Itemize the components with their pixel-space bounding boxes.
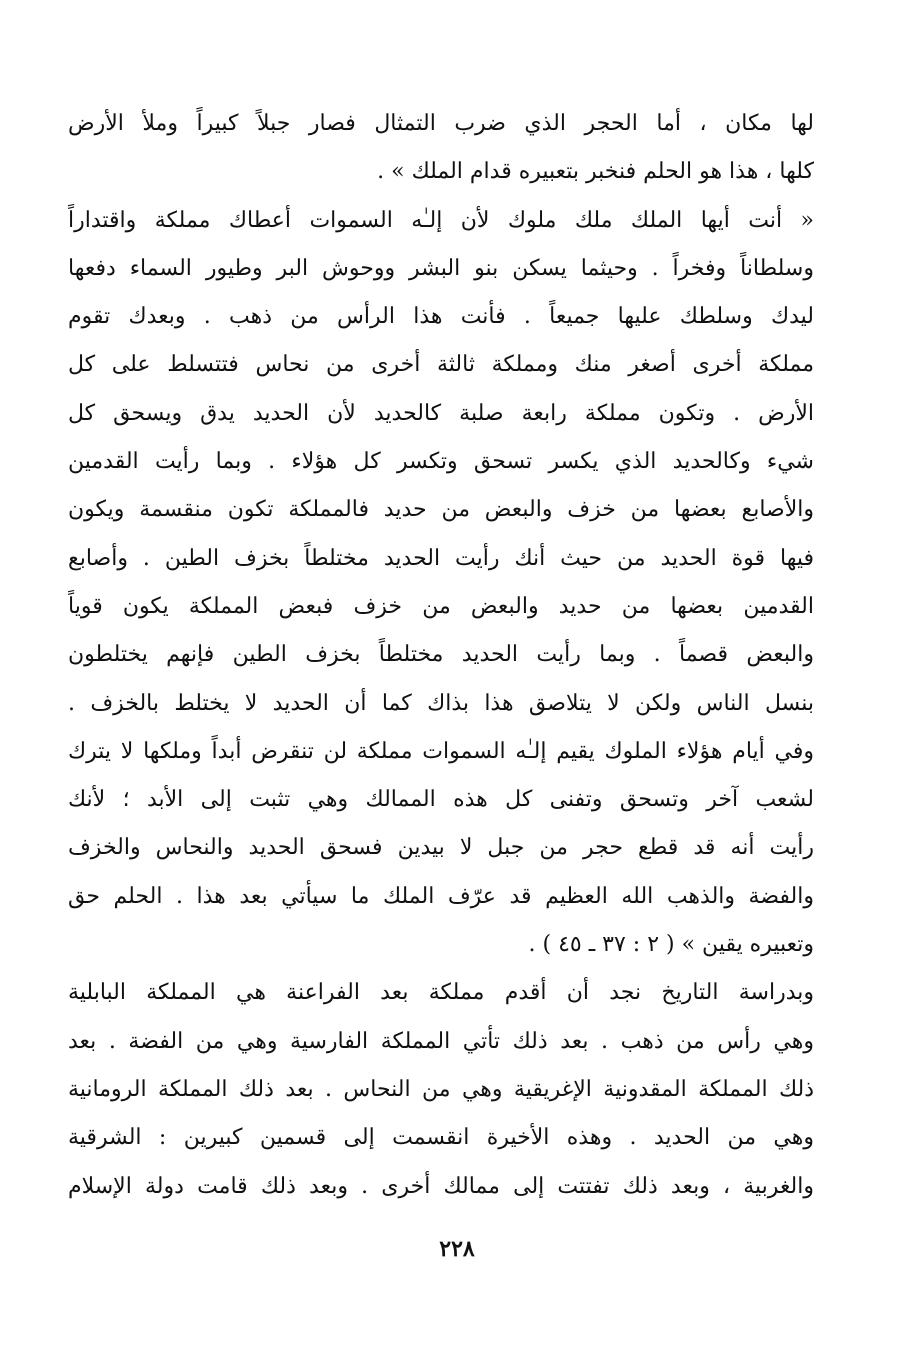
page-number: ٢٢٨ xyxy=(439,1236,475,1262)
text-line-16: رأيت أنه قد قطع حجر من جبل لا بيدين فسحق الحديد والنحاس والخزف xyxy=(68,835,814,861)
text-line-5: ليدك وسلطك عليها جميعاً . فأنت هذا الرأس من ذهب . وبعدك تقوم xyxy=(68,304,814,330)
text-line-7: الأرض . وتكون مملكة رابعة صلبة كالحديد لأن الحديد يدق ويسحق كل xyxy=(68,400,814,426)
text-line-20: وهي رأس من ذهب . بعد ذلك تأتي المملكة الفارسية وهي من الفضة . بعد xyxy=(68,1028,814,1054)
text-line-15: لشعب آخر وتسحق وتفنى كل هذه الممالك وهي تثبت إلى الأبد ؛ لأنك xyxy=(68,787,814,813)
text-line-13: بنسل الناس ولكن لا يتلاصق هذا بذاك كما أن الحديد لا يختلط بالخزف . xyxy=(68,690,814,716)
text-line-14: وفي أيام هؤلاء الملوك يقيم إلـٰه السموات مملكة لن تنقرض أبداً وملكها لا يترك xyxy=(68,738,814,764)
text-line-11: القدمين بعضها من حديد والبعض من خزف فبعض المملكة يكون قوياً xyxy=(68,593,814,619)
text-line-18: وتعبيره يقين » ( ٢ : ٣٧ ـ ٤٥ ) . xyxy=(528,932,814,958)
text-line-12: والبعض قصماً . وبما رأيت الحديد مختلطاً بخزف الطين فإنهم يختلطون xyxy=(68,642,814,668)
text-line-10: فيها قوة الحديد من حيث أنك رأيت الحديد مختلطاً بخزف الطين . وأصابع xyxy=(68,545,814,571)
text-line-22: وهي من الحديد . وهذه الأخيرة انقسمت إلى قسمين كبيرين : الشرقية xyxy=(68,1125,814,1151)
text-line-2: كلها ، هذا هو الحلم فنخبر بتعبيره قدام الملك » . xyxy=(377,159,814,185)
text-line-4: وسلطاناً وفخراً . وحيثما يسكن بنو البشر ووحوش البر وطيور السماء دفعها xyxy=(68,255,814,281)
text-line-21: ذلك المملكة المقدونية الإغريقية وهي من النحاس . بعد ذلك المملكة الرومانية xyxy=(68,1076,814,1102)
text-line-23: والغربية ، وبعد ذلك تفتتت إلى ممالك أخرى . وبعد ذلك قامت دولة الإسلام xyxy=(68,1173,814,1199)
text-line-8: شيء وكالحديد الذي يكسر تسحق وتكسر كل هؤلاء . وبما رأيت القدمين xyxy=(68,449,814,475)
text-line-17: والفضة والذهب الله العظيم قد عرّف الملك ما سيأتي بعد هذا . الحلم حق xyxy=(68,883,814,909)
text-line-9: والأصابع بعضها من خزف والبعض من حديد فالمملكة تكون منقسمة ويكون xyxy=(68,497,814,523)
text-line-3: « أنت أيها الملك ملك ملوك لأن إلـٰه السموات أعطاك مملكة واقتداراً xyxy=(68,207,814,233)
page-body-text xyxy=(68,100,814,1211)
text-line-6: مملكة أخرى أصغر منك ومملكة ثالثة أخرى من نحاس فتتسلط على كل xyxy=(68,352,814,378)
text-line-1: لها مكان ، أما الحجر الذي ضرب التمثال فصار جبلاً كبيراً وملأ الأرض xyxy=(68,111,814,136)
text-line-19: وبدراسة التاريخ نجد أن أقدم مملكة بعد الفراعنة هي المملكة البابلية xyxy=(68,980,814,1006)
